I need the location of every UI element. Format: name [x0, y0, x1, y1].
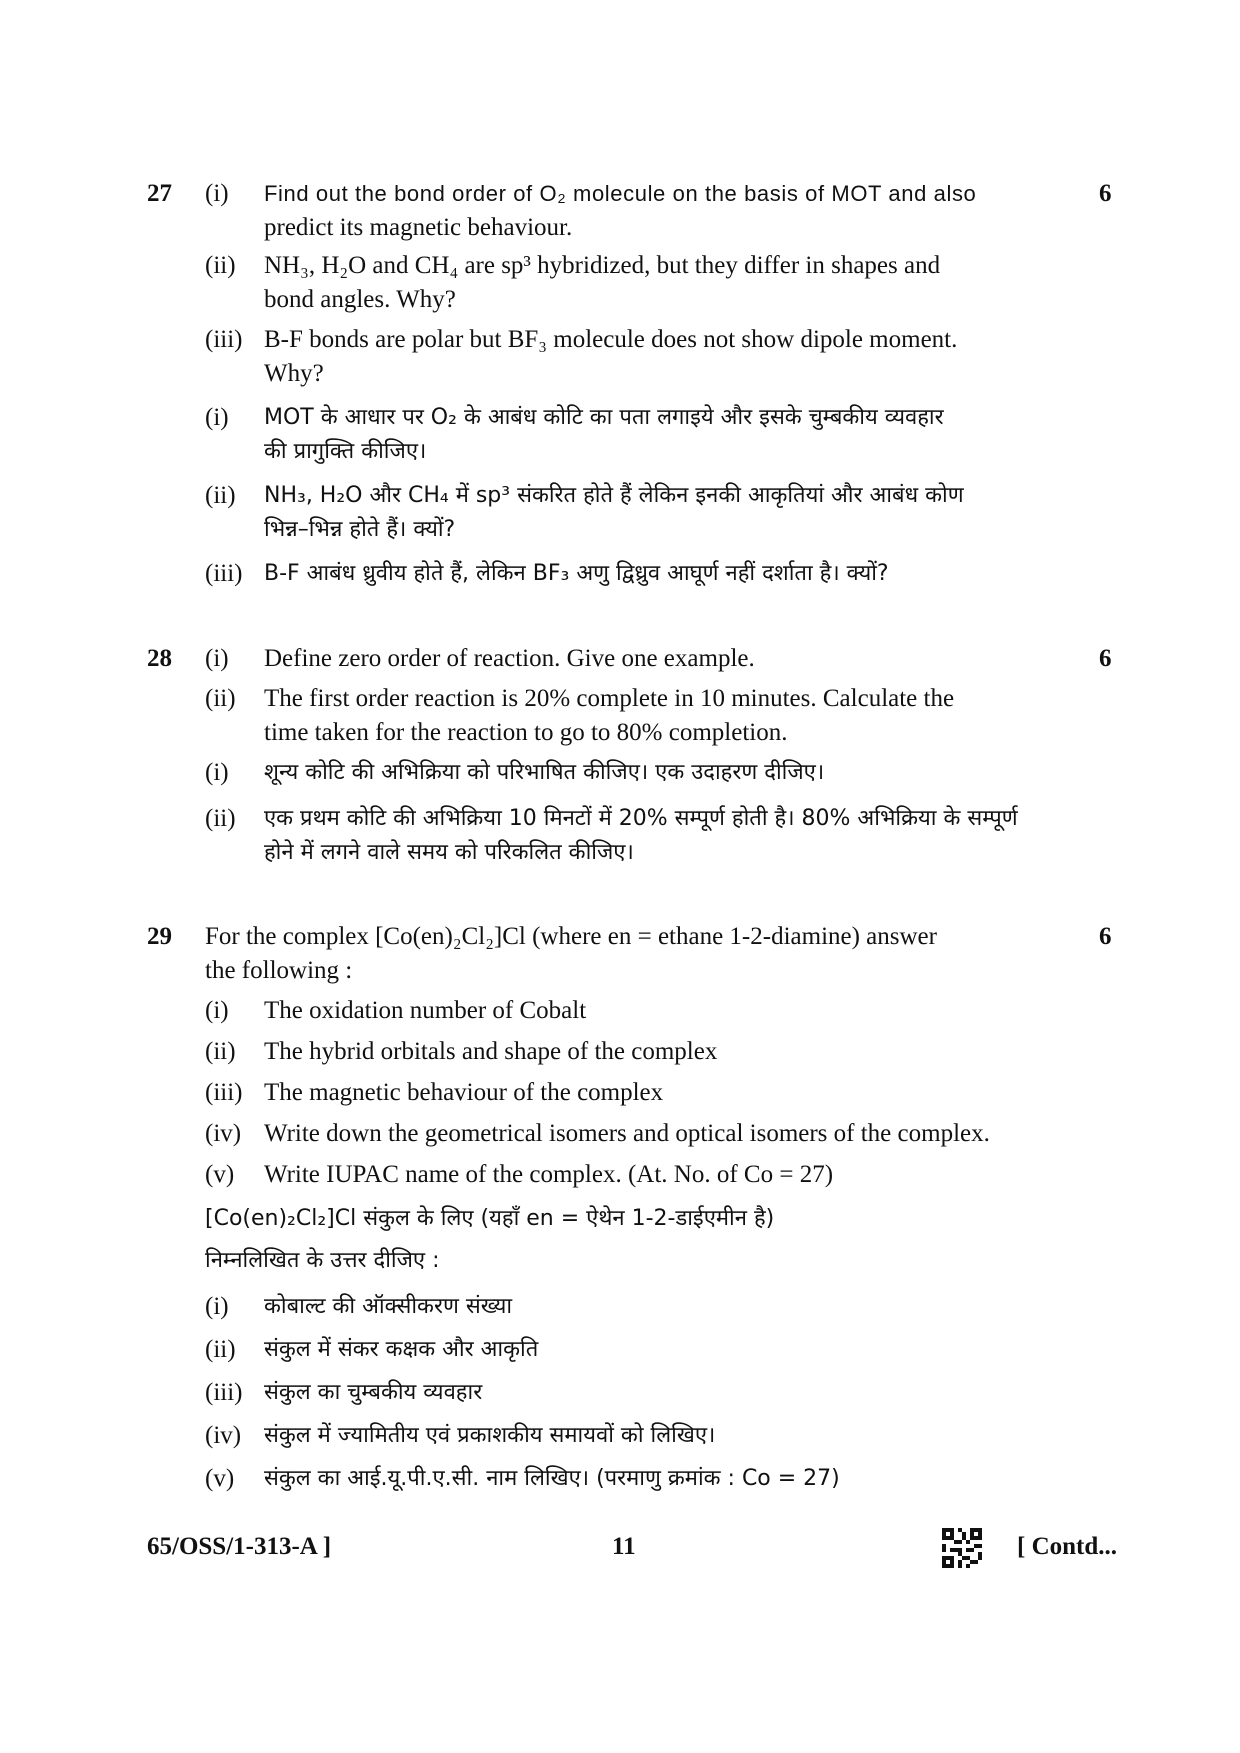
sub-question-text: B-F आबंध ध्रुवीय होते हैं, लेकिन BF₃ अणु द्विध्रुव आघूर्ण नहीं दर्शाता है। क्यों? [264, 561, 889, 586]
sub-question-text: की प्रागुक्ति कीजिए। [264, 439, 427, 464]
question-number: 29 [147, 923, 172, 950]
sub-question-label: (ii) [205, 1038, 236, 1065]
sub-question-text: NH₃, H₂O and CH₄ are sp³ hybridized, but they differ in shapes and [264, 252, 941, 279]
sub-question-label: (iii) [205, 560, 243, 587]
sub-question-text: Write IUPAC name of the complex. (At. No. of Co = 27) [264, 1161, 834, 1188]
sub-question-label: (iv) [205, 1422, 242, 1449]
sub-question-label: (v) [205, 1465, 235, 1492]
sub-question-label: (ii) [205, 805, 236, 832]
sub-question-text: predict its magnetic behaviour. [264, 214, 573, 241]
stem-text: [Co(en)₂Cl₂]Cl संकुल के लिए (यहाँ en = ऐथेन 1-2-डाईएमीन है) [205, 1206, 775, 1231]
sub-question-label: (i) [205, 404, 229, 431]
sub-question-label: (ii) [205, 482, 236, 509]
sub-question-text: Why? [264, 360, 324, 387]
sub-question-label: (i) [205, 759, 229, 786]
sub-question-text: The oxidation number of Cobalt [264, 997, 587, 1024]
sub-question-text: संकुल में ज्यामितीय एवं प्रकाशकीय समायवों को लिखिए। [264, 1423, 716, 1448]
sub-question-text: संकुल में संकर कक्षक और आकृति [264, 1337, 539, 1362]
sub-question-text: The magnetic behaviour of the complex [264, 1079, 664, 1106]
sub-question-label: (iii) [205, 1079, 243, 1106]
sub-question-label: (ii) [205, 685, 236, 712]
sub-question-text: NH₃, H₂O और CH₄ में sp³ संकरित होते हैं लेकिन इनकी आकृतियां और आबंध कोण [264, 483, 964, 508]
sub-question-text: एक प्रथम कोटि की अभिक्रिया 10 मिनटों में 20% सम्पूर्ण होती है। 80% अभिक्रिया के सम्पूर्ण [264, 806, 1018, 831]
qr-code-icon [942, 1528, 982, 1568]
sub-question-text: The hybrid orbitals and shape of the complex [264, 1038, 718, 1065]
sub-question-label: (iii) [205, 326, 243, 353]
sub-question-text: B-F bonds are polar but BF₃ molecule does not show dipole moment. [264, 326, 958, 353]
sub-question-text: शून्य कोटि की अभिक्रिया को परिभाषित कीजिए। एक उदाहरण दीजिए। [264, 760, 825, 785]
sub-question-text: MOT के आधार पर O₂ के आबंध कोटि का पता लगाइये और इसके चुम्बकीय व्यवहार [264, 405, 944, 430]
stem-text: For the complex [Co(en)₂Cl₂]Cl (where en = ethane 1-2-diamine) answer [205, 923, 937, 950]
question-number: 27 [147, 180, 172, 207]
sub-question-text: time taken for the reaction to go to 80% completion. [264, 719, 788, 746]
sub-question-text: संकुल का चुम्बकीय व्यवहार [264, 1380, 483, 1405]
page-number: 11 [612, 1533, 636, 1560]
question-marks: 6 [1099, 645, 1112, 672]
sub-question-label: (i) [205, 180, 229, 207]
continued-label: [ Contd... [1017, 1533, 1118, 1560]
sub-question-label: (i) [205, 1293, 229, 1320]
sub-question-text: Find out the bond order of O₂ molecule on the basis of MOT and also [264, 181, 977, 206]
stem-text: the following : [205, 957, 353, 984]
sub-question-label: (ii) [205, 252, 236, 279]
sub-question-text: भिन्न–भिन्न होते हैं। क्यों? [264, 517, 456, 542]
sub-question-text: The first order reaction is 20% complete in 10 minutes. Calculate the [264, 685, 955, 712]
sub-question-text: bond angles. Why? [264, 286, 456, 313]
stem-text: निम्नलिखित के उत्तर दीजिए : [205, 1248, 440, 1273]
question-number: 28 [147, 645, 172, 672]
sub-question-label: (iii) [205, 1379, 243, 1406]
question-marks: 6 [1099, 923, 1112, 950]
paper-code: 65/OSS/1-313-A ] [147, 1533, 332, 1560]
sub-question-text: Define zero order of reaction. Give one example. [264, 645, 755, 672]
sub-question-text: Write down the geometrical isomers and optical isomers of the complex. [264, 1120, 990, 1147]
sub-question-label: (i) [205, 645, 229, 672]
sub-question-text: होने में लगने वाले समय को परिकलित कीजिए। [264, 840, 634, 865]
sub-question-label: (v) [205, 1161, 235, 1188]
sub-question-text: संकुल का आई.यू.पी.ए.सी. नाम लिखिए। (परमाणु क्रमांक : Co = 27) [264, 1466, 840, 1491]
sub-question-label: (iv) [205, 1120, 242, 1147]
sub-question-text: कोबाल्ट की ऑक्सीकरण संख्या [264, 1294, 513, 1319]
sub-question-label: (i) [205, 997, 229, 1024]
sub-question-label: (ii) [205, 1336, 236, 1363]
question-marks: 6 [1099, 180, 1112, 207]
